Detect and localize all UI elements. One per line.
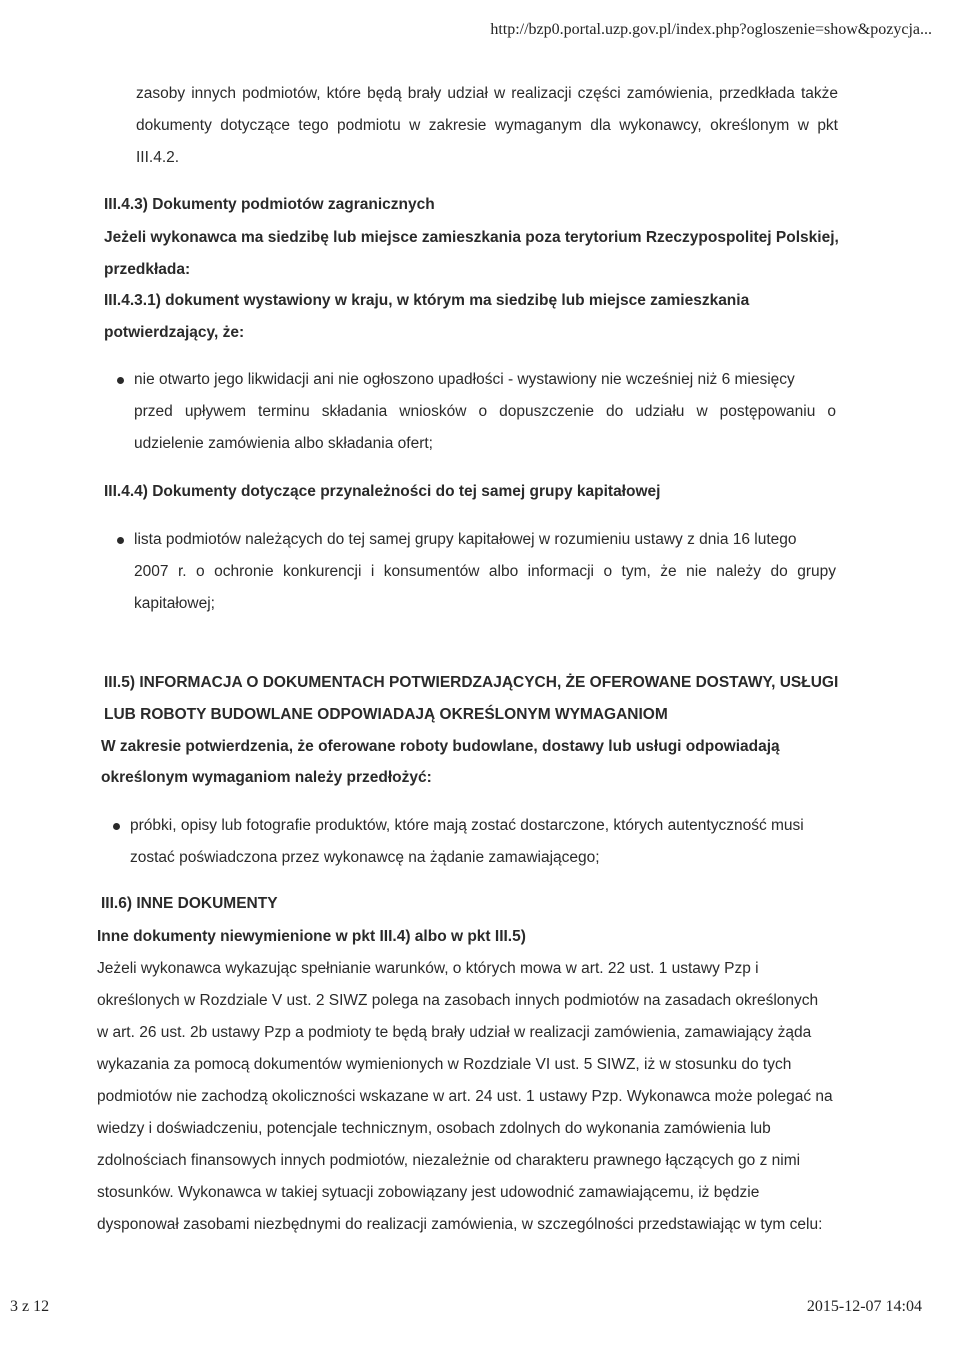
section-36-paragraph-line-7: zdolnościach finansowych innych podmiotów, niezależnie od charakteru prawnego łączących go z nimi (97, 1152, 801, 1169)
bullet-icon (113, 823, 120, 830)
section-443-lead-1: Jeżeli wykonawca ma siedzibę lub miejsce zamieszkania poza terytorium Rzeczypospolitej Polskiej, (104, 229, 839, 246)
section-35-lead-1: W zakresie potwierdzenia, że oferowane roboty budowlane, dostawy lub usługi odpowiadają (101, 738, 780, 755)
section-35-heading-2: LUB ROBOTY BUDOWLANE ODPOWIADAJĄ OKREŚLONYM WYMAGANIOM (104, 706, 668, 723)
section-36-paragraph-line-1: Jeżeli wykonawca wykazując spełnianie warunków, o których mowa w art. 22 ust. 1 ustawy Pzp i (97, 960, 759, 977)
section-443-bullet-3: udzielenie zamówienia albo składania ofert; (134, 435, 433, 452)
section-36-paragraph-line-6: wiedzy i doświadczeniu, potencjale technicznym, osobach zdolnych do wykonania zamówienia lub (97, 1120, 771, 1137)
section-36-paragraph-line-2: określonych w Rozdziale V ust. 2 SIWZ polega na zasobach innych podmiotów na zasadach określonych (97, 992, 819, 1009)
page-url: http://bzp0.portal.uzp.gov.pl/index.php?ogloszenie=show&pozycja... (490, 21, 932, 38)
intro-line-3: III.4.2. (136, 149, 180, 166)
section-444-bullet-3: kapitałowej; (134, 595, 215, 612)
section-443-heading: III.4.3) Dokumenty podmiotów zagranicznych (104, 196, 435, 213)
section-36-heading: III.6) INNE DOKUMENTY (101, 895, 278, 912)
section-444-bullet-1: lista podmiotów należących do tej samej grupy kapitałowej w rozumieniu ustawy z dnia 16 lutego (134, 531, 797, 548)
section-36-paragraph-line-8: stosunków. Wykonawca w takiej sytuacji zobowiązany jest udowodnić zamawiającemu, iż będzie (97, 1184, 760, 1201)
section-36-paragraph-line-5: podmiotów nie zachodzą okoliczności wskazane w art. 24 ust. 1 ustawy Pzp. Wykonawca może polegać na (97, 1088, 833, 1105)
section-443-bullet-2: przed upływem terminu składania wniosków o dopuszczenie do udziału w postępowaniu o (134, 403, 836, 420)
section-35-heading-1: III.5) INFORMACJA O DOKUMENTACH POTWIERDZAJĄCYCH, ŻE OFEROWANE DOSTAWY, USŁUGI (104, 674, 839, 691)
section-36-paragraph-line-3: w art. 26 ust. 2b ustawy Pzp a podmioty te będą brały udział w realizacji zamówienia, zamawiający żąda (97, 1024, 812, 1041)
section-443-lead-2: przedkłada: (104, 261, 191, 278)
bullet-icon (117, 537, 124, 544)
section-444-bullet-2: 2007 r. o ochronie konkurencji i konsumentów albo informacji o tym, że nie należy do grupy (134, 563, 836, 580)
section-35-lead-2: określonym wymaganiom należy przedłożyć: (101, 769, 432, 786)
section-4431-heading: III.4.3.1) dokument wystawiony w kraju, w którym ma siedzibę lub miejsce zamieszkania (104, 292, 750, 309)
section-443-bullet-1: nie otwarto jego likwidacji ani nie ogłoszono upadłości - wystawiony nie wcześniej niż 6 miesięcy (134, 371, 795, 388)
bullet-icon (117, 377, 124, 384)
section-36-paragraph-line-4: wykazania za pomocą dokumentów wymienionych w Rozdziale VI ust. 5 SIWZ, iż w stosunku do tych (97, 1056, 792, 1073)
section-36-subheading: Inne dokumenty niewymienione w pkt III.4) albo w pkt III.5) (97, 928, 526, 945)
intro-line-1: zasoby innych podmiotów, które będą brały udział w realizacji części zamówienia, przedkłada także (136, 85, 838, 102)
page-number: 3 z 12 (10, 1298, 50, 1315)
section-36-paragraph-line-9: dysponował zasobami niezbędnymi do realizacji zamówienia, w szczególności przedstawiając w tym celu: (97, 1216, 823, 1233)
intro-line-2: dokumenty dotyczące tego podmiotu w zakresie wymaganym dla wykonawcy, określonym w pkt (136, 117, 838, 134)
section-35-bullet-1: próbki, opisy lub fotografie produktów, które mają zostać dostarczone, których autentyczność musi (130, 817, 804, 834)
section-35-bullet-2: zostać poświadczona przez wykonawcę na żądanie zamawiającego; (130, 849, 600, 866)
section-444-heading: III.4.4) Dokumenty dotyczące przynależności do tej samej grupy kapitałowej (104, 483, 661, 500)
section-4431-heading-2: potwierdzający, że: (104, 324, 245, 341)
print-datetime: 2015-12-07 14:04 (806, 1298, 922, 1315)
